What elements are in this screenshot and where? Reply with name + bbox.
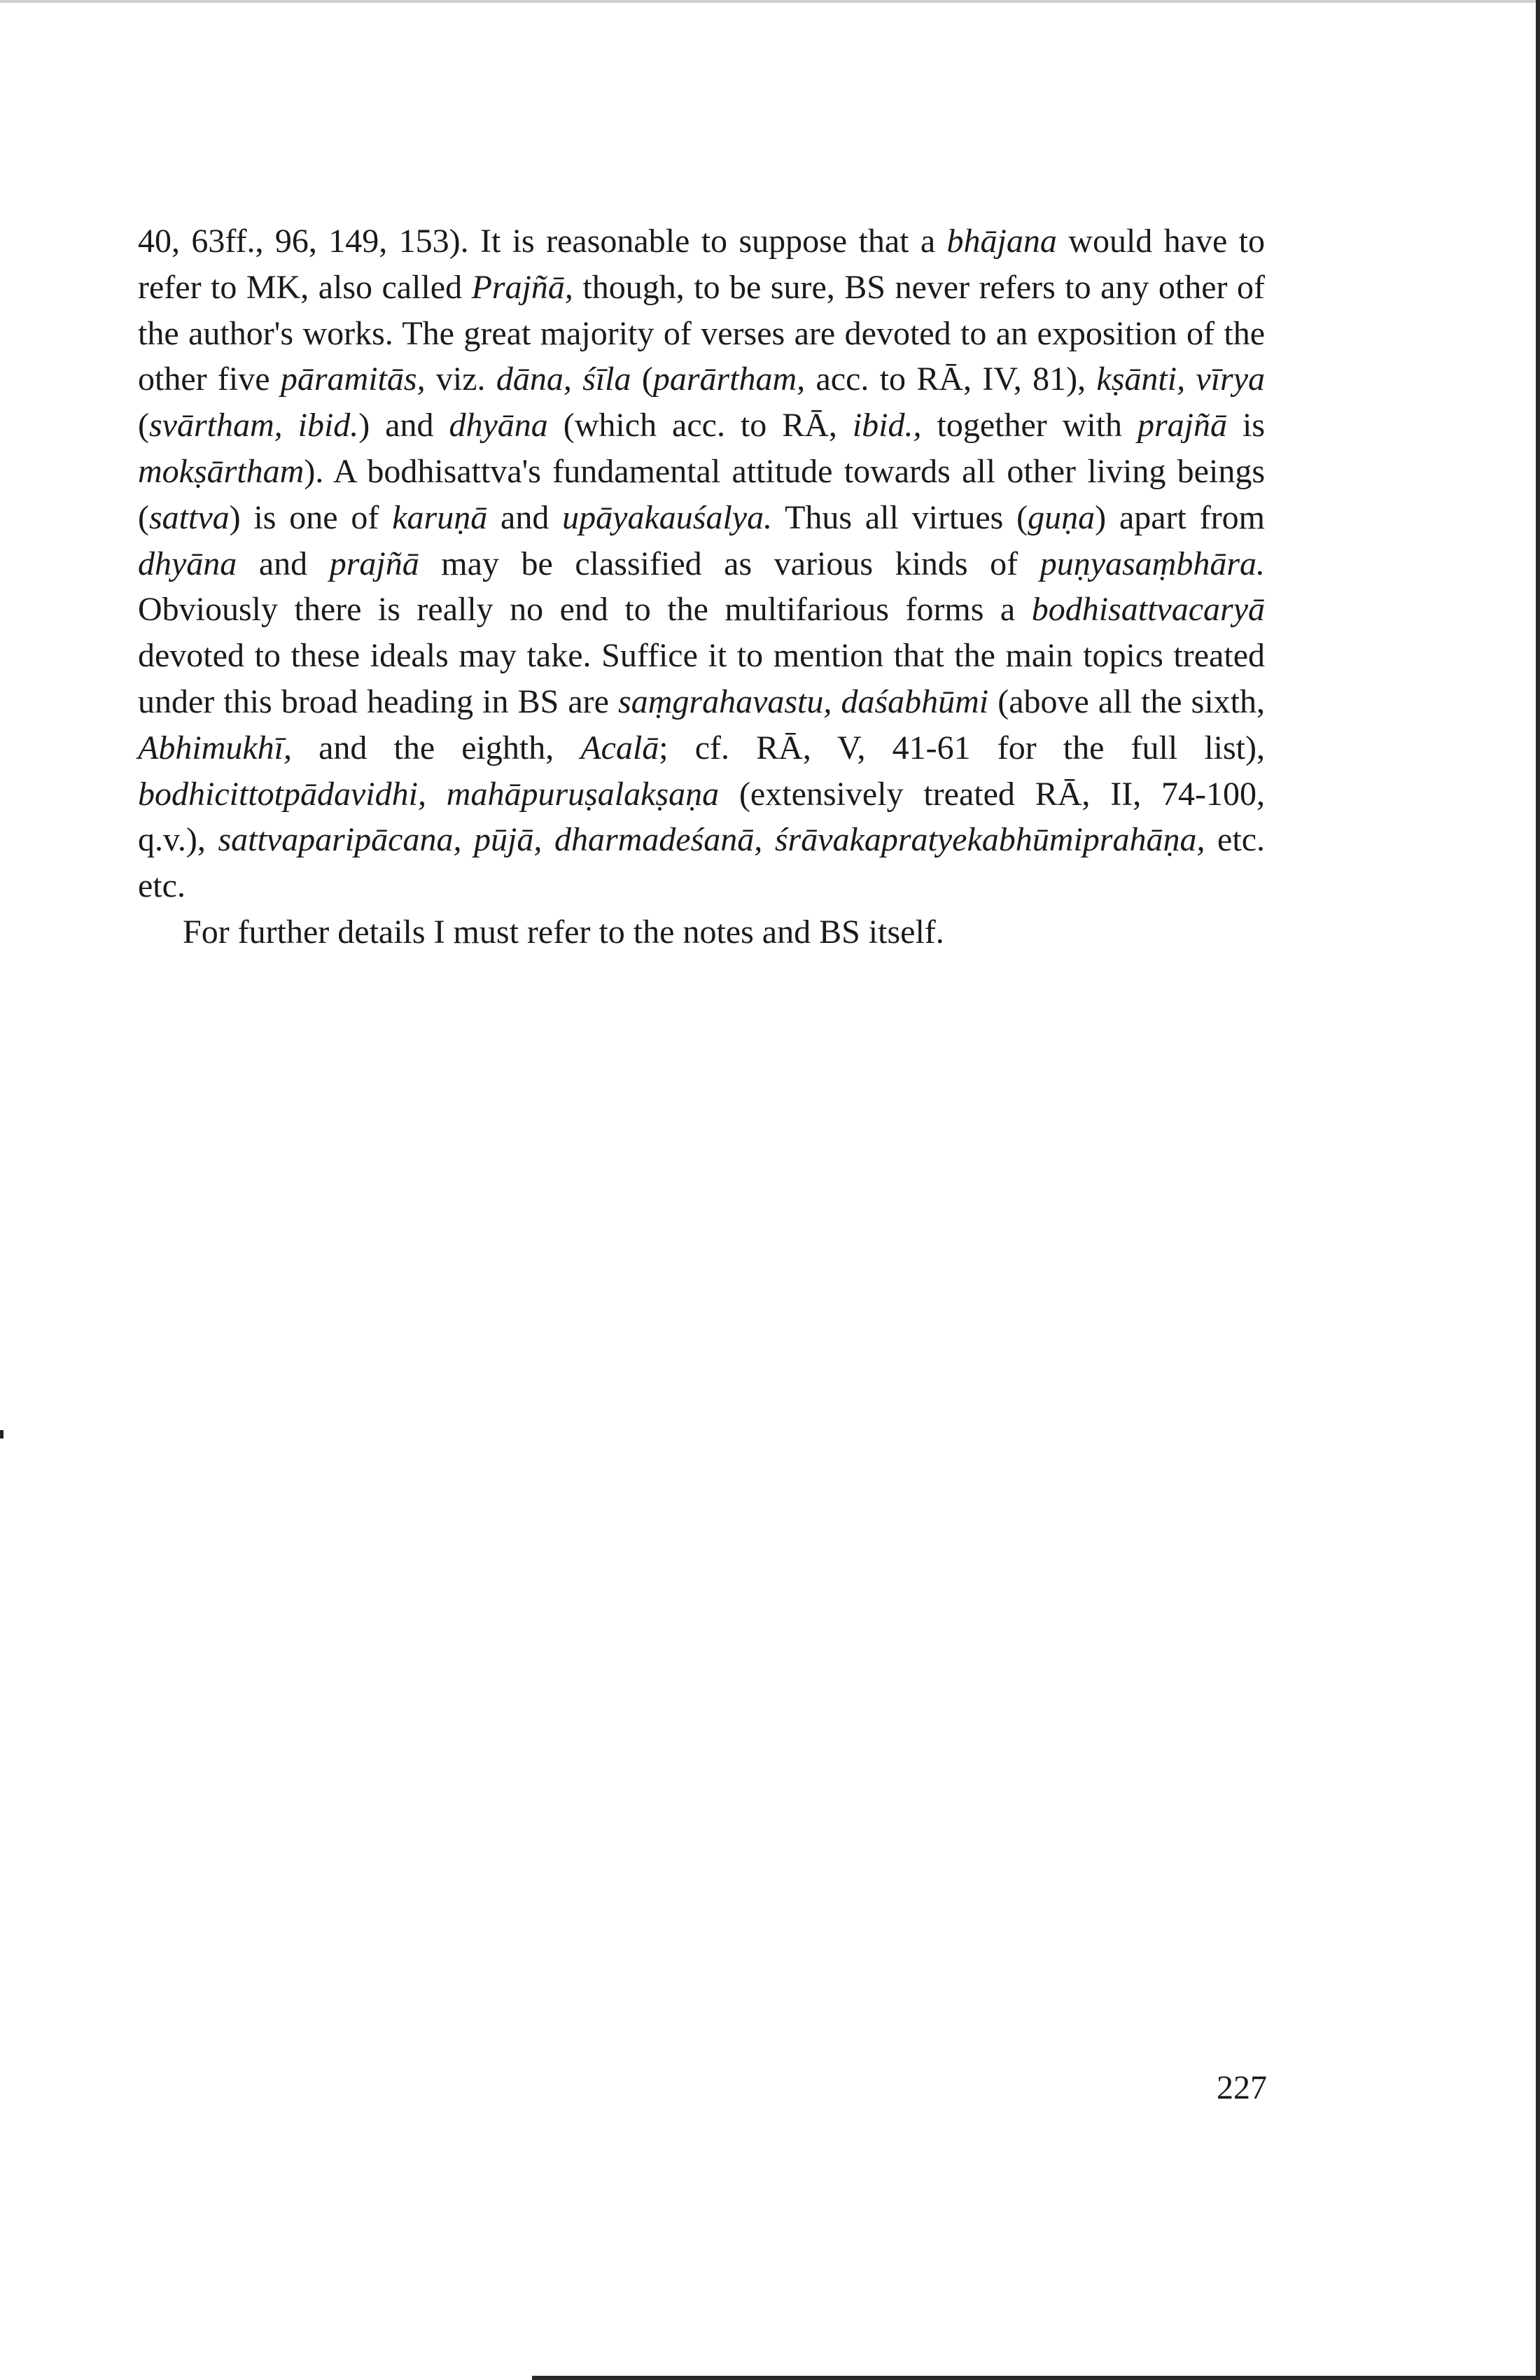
italic-term: puṇyasaṃbhāra. [1040, 545, 1266, 582]
scan-edge-bottom [532, 2376, 1540, 2380]
italic-term: pāramitās, [280, 360, 426, 398]
italic-term: dhyāna [449, 407, 548, 444]
italic-term: Prajñā, [471, 268, 573, 306]
body-text [138, 218, 1265, 955]
italic-term: saṃgrahavastu, daśabhūmi [618, 682, 989, 720]
italic-term: karuṇā [392, 498, 488, 536]
page-number: 227 [1217, 2069, 1267, 2106]
italic-term: sattva [148, 498, 230, 536]
italic-term: Acalā [580, 729, 659, 766]
italic-term: bhājana [946, 223, 1057, 260]
italic-term: Abhimukhī, [138, 729, 292, 766]
italic-term: kṣānti, vīrya [1096, 360, 1266, 398]
italic-term: dāna, śīla [496, 360, 631, 398]
margin-mark [0, 1430, 4, 1438]
italic-term: mokṣārtham [138, 452, 304, 490]
italic-term: parārtham, [652, 360, 806, 398]
italic-term: sattvaparipācana, pūjā, dharmadeśanā, śrāvakapratyekabhūmiprahāṇa, [218, 821, 1205, 859]
scan-edge-right [1536, 0, 1540, 2380]
italic-term: prajñā [1138, 407, 1228, 444]
italic-term: ibid., [852, 407, 922, 444]
italic-term: bodhisattvacaryā [1031, 591, 1265, 629]
paragraph-1: 40, 63ff., 96, 149, 153). It is reasonable to suppose that a bhājana would have to refer to MK, also called Prajñā, though, to be sure, BS never refers to any other of the author's works. The great majority of verses are devoted to an exposition of the other five pāramitās, viz. dāna, śīla (parārtham, acc. to RĀ, IV, 81), kṣānti, vīrya (svārtham, ibid.) and dhyāna (which acc. to RĀ, ibid., together with prajñā is mokṣārtham). A bodhisattva's fundamental attitude towards all other living beings (sattva) is one of karuṇā and upāyakauśalya. Thus all virtues (guṇa) apart from dhyāna and prajñā may be classified as various kinds of puṇyasaṃbhāra. Obviously there is really no end to the multifarious forms a bodhisattvacaryā devoted to these ideals may take. Suffice it to mention that the main topics treated under this broad heading in BS are saṃgrahavastu, daśabhūmi (above all the sixth, Abhimukhī, and the eighth, Acalā; cf. RĀ, V, 41-61 for the full list), bodhicittotpādavidhi, mahāpuruṣalakṣaṇa (extensively treated RĀ, II, 74-100, q.v.), sattvaparipācana, pūjā, dharmadeśanā, śrāvakapratyekabhūmiprahāṇa, etc. etc. [138, 223, 1266, 905]
italic-term: upāyakauśalya. [562, 498, 773, 536]
italic-term: prajñā [329, 545, 419, 582]
scan-edge-top [0, 0, 1540, 3]
italic-term: dhyāna [138, 545, 237, 582]
paragraph-2: For further details I must refer to the notes and BS itself. [183, 913, 944, 951]
italic-term: guṇa [1028, 498, 1096, 536]
italic-term: bodhicittotpādavidhi, mahāpuruṣalakṣaṇa [138, 775, 720, 813]
italic-term: svārtham, ibid. [148, 407, 359, 444]
